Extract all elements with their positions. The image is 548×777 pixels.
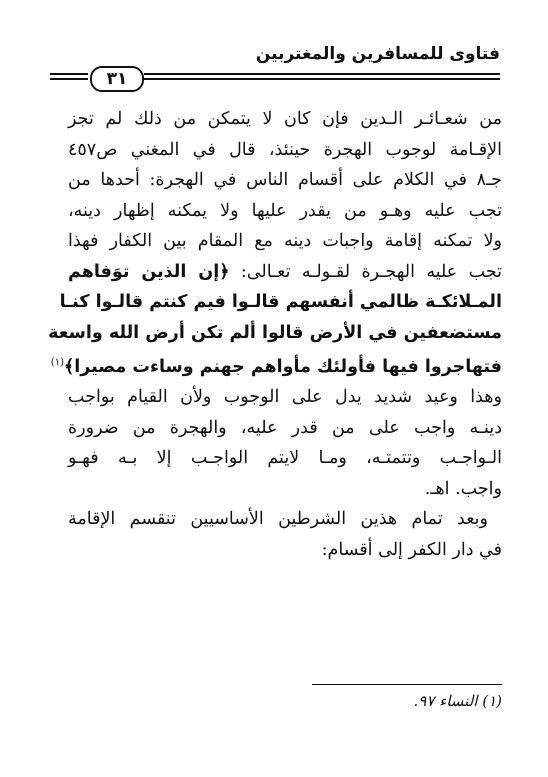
text-line: ولا تمكنه إقامة واجبات دينه مع المقام بين الكفار فهذا: [68, 231, 502, 251]
page-number: ٣١: [90, 66, 144, 92]
header-rule-right-2: [144, 78, 500, 80]
header-rule-left: [50, 73, 88, 75]
text-line: الـواجـب وتتمتـه، ومـا لايتم الواجـب إلا بـه فهـو: [68, 448, 502, 469]
quran-line-end: [50, 348, 502, 382]
footnote-divider: [312, 684, 502, 685]
running-title: فتاوى للمسافرين والمغتربين: [255, 44, 500, 64]
text-line: دينـه واجب على من قدر عليه، والهجرة من ضرورة: [68, 417, 502, 438]
footnote-marker: (١): [50, 357, 64, 368]
text-line: الإقـامة لوجوب الهجرة حينئذ، قال في المغني ص٤٥٧: [68, 139, 502, 160]
header-rule-right: [144, 73, 500, 75]
text-line: تجب عليه وهـو من يقدر عليها ولا يمكنه إظهار دينه،: [68, 200, 502, 221]
quran-quote-start: ﴿إن الذين توَفاهم: [68, 261, 230, 282]
paragraph-line: وبعد تمام هذين الشرطين الأساسيين تنقسم الإقامة: [68, 509, 488, 530]
footnote: (١) النساء ٩٧.: [413, 692, 502, 710]
text-line: من شعـائـر الـدين فإن كان لا يتمكن من ذلك لم تجز: [68, 109, 502, 129]
quran-quote-end: فتهاجروا فيها فأولئك مأواهم جهنم وساءت مصيرا﴾: [63, 356, 502, 377]
text-segment: تجب عليه الهجـرة لقـولـه تعـالى:: [240, 261, 502, 282]
text-line: واجب. اهـ.: [424, 478, 502, 499]
header-rule-left-2: [50, 78, 88, 80]
text-line-with-quote-start: [68, 257, 502, 288]
paragraph-line: في دار الكفر إلى أقسام:: [321, 539, 502, 560]
page-header: [50, 44, 500, 94]
main-text: [48, 104, 502, 565]
quran-line: المـلائكـة ظالمي أنفسهم قالـوا فيم كنتم قالـوا كنـا: [59, 292, 502, 312]
text-line: جـ٨ في الكلام على أقسام الناس في الهجرة: أحدها من: [68, 170, 502, 190]
quran-line: مستضعفين في الأرض قالوا ألم تكن أرض الله واسعة: [48, 322, 502, 343]
text-line: وهذا وعيد شديد يدل على الوجوب ولأن القيام بواجب: [68, 387, 502, 408]
